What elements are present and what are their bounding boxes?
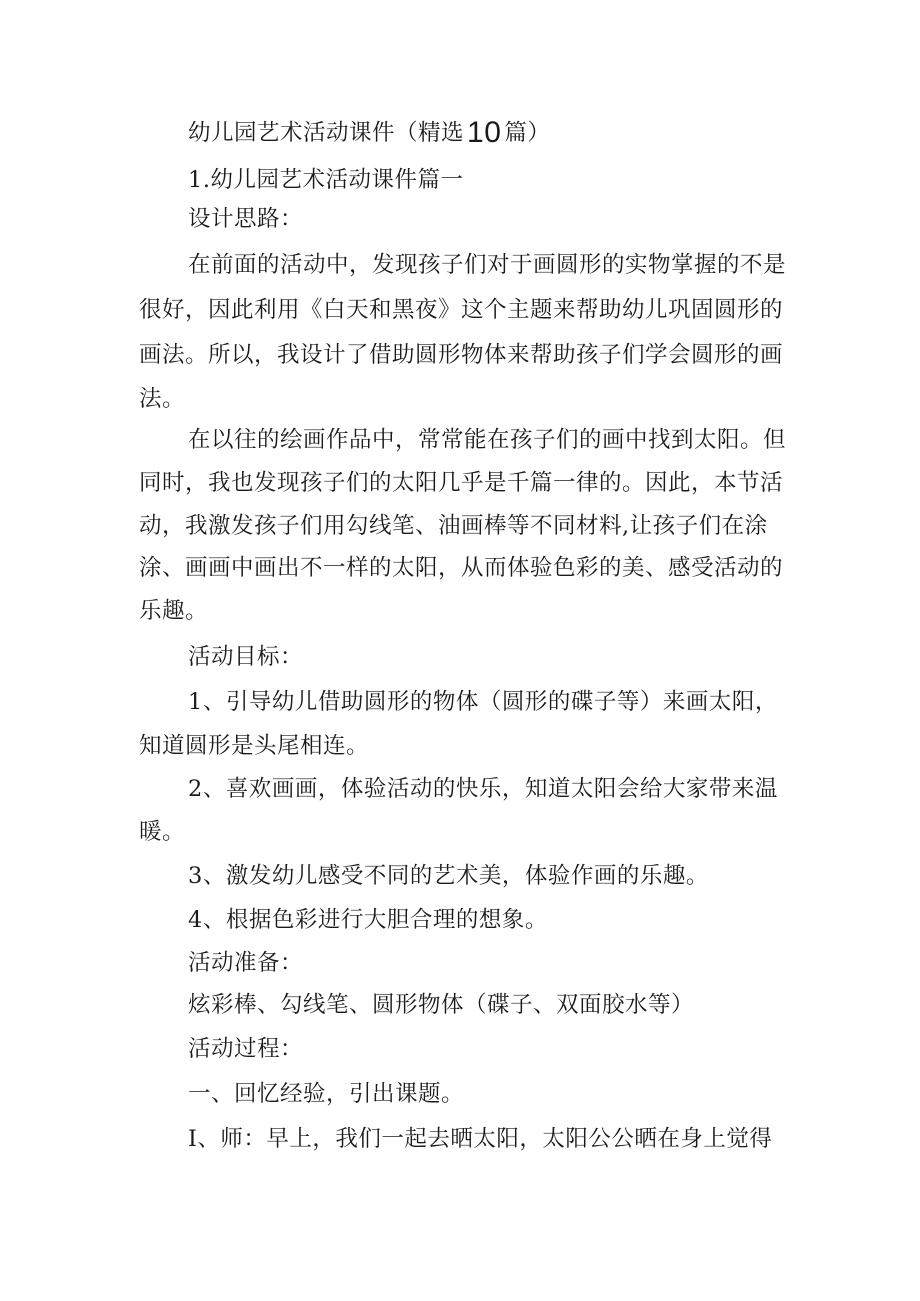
paragraph-line: 活动准备： <box>188 950 304 976</box>
paragraph-line: 暖。 <box>139 819 186 845</box>
paragraph-line: 3、激发幼儿感受不同的艺术美，体验作画的乐趣。 <box>188 863 709 889</box>
paragraph-line: 活动目标： <box>188 644 304 670</box>
paragraph-line: 一、回忆经验，引出课题。 <box>188 1081 465 1107</box>
paragraph-line: 同时，我也发现孩子们的太阳几乎是千篇一律的。因此，本节活 <box>139 470 784 496</box>
paragraph-line: 很好，因此利用《白天和黑夜》这个主题来帮助幼儿巩固圆形的 <box>139 297 784 323</box>
paragraph-line: 涂、画画中画出不一样的太阳，从而体验色彩的美、感受活动的 <box>139 555 784 581</box>
paragraph-line: 画法。所以，我设计了借助圆形物体来帮助孩子们学会圆形的画 <box>139 342 784 368</box>
paragraph-line: 乐趣。 <box>139 598 209 624</box>
title-text-after: 篇） <box>504 120 551 146</box>
title-number: 10 <box>467 116 502 149</box>
paragraph-line: 活动过程： <box>188 1036 304 1062</box>
paragraph-line: 设计思路： <box>188 206 304 232</box>
document-title <box>188 118 550 148</box>
paragraph-line: 在前面的活动中，发现孩子们对于画圆形的实物掌握的不是 <box>188 252 787 278</box>
paragraph-line: 4、根据色彩进行大胆合理的想象。 <box>188 907 548 933</box>
paragraph-line: 法。 <box>139 386 186 412</box>
title-text-before: 幼儿园艺术活动课件（精选 <box>188 120 465 146</box>
paragraph-line: 1、引导幼儿借助圆形的物体（圆形的碟子等）来画太阳， <box>188 689 778 715</box>
paragraph-line: 动，我激发孩子们用勾线笔、油画棒等不同材料,让孩子们在涂 <box>139 513 768 539</box>
paragraph-line: 知道圆形是头尾相连。 <box>139 733 370 759</box>
paragraph-line: 在以往的绘画作品中，常常能在孩子们的画中找到太阳。但 <box>188 427 787 453</box>
section-heading: 1.幼儿园艺术活动课件篇一 <box>188 167 464 193</box>
paragraph-line: 2、喜欢画画，体验活动的快乐，知道太阳会给大家带来温 <box>188 776 778 802</box>
paragraph-line: 炫彩棒、勾线笔、圆形物体（碟子、双面胶水等） <box>188 992 695 1018</box>
paragraph-line: I、师：早上，我们一起去晒太阳，太阳公公晒在身上觉得 <box>188 1126 773 1152</box>
